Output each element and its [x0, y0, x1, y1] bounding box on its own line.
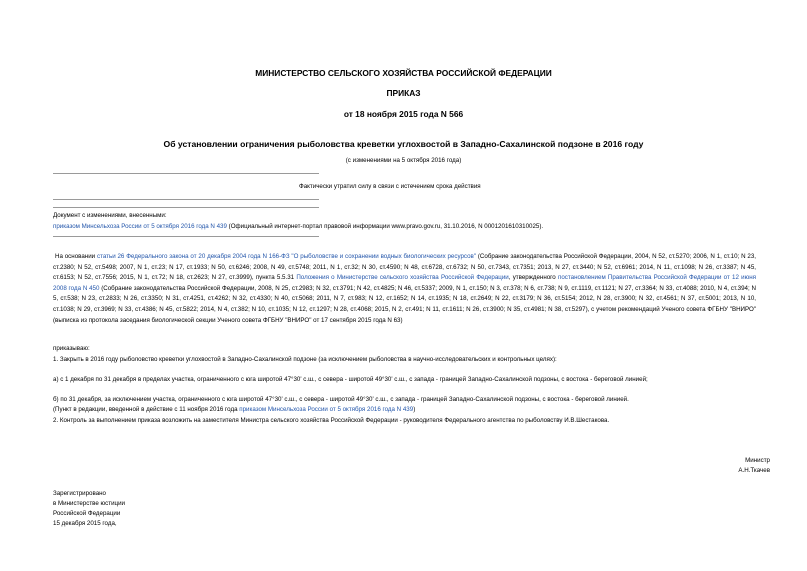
- regulation-link[interactable]: Положения о Министерстве сельского хозяйства Российской Федерации: [296, 274, 509, 282]
- order-item-1: 1. Закрыть в 2016 году рыболовство креветки углохвостой в Западно-Сахалинской подзоне (за исключением рыболовства в научно-исследовательских и контрольных целях):: [53, 356, 557, 363]
- preamble-text: (Собрание законодательства Российской Федерации, 2004, N 52, ст.5270; 2006, N 1, ст.10; N 23, ст.2380; N 52, ст.5498; 2007, N 1, ст.23; N 17, ст.1933; N 50, ст.6246; 2008, N 49, ст.5748; 2011, N 1, ст.32; N 30, ст.4590; N 48, ст.6728, ст.6732; N 50, ст.7343, ст.7351; 2013, N 27, ст.3440; N 52, ст.6961; 2014, N 11, ст.1098; N 26, ст.3387; N 45, ст.6153; N 52, ст.7556; 2015, N 1, ст.72; N 18, ст.2623; N 27, ст.3999), пункта 5.5.31: [53, 253, 756, 282]
- note-text: ): [413, 406, 416, 413]
- divider: [53, 173, 319, 174]
- amendments-intro: Документ с изменениями, внесенными:: [53, 212, 167, 219]
- order-verb: приказываю:: [53, 345, 90, 352]
- order-item-1b-note: [53, 406, 415, 413]
- signature-position: Министр: [745, 457, 770, 464]
- registration-line: 15 декабря 2015 года,: [53, 520, 117, 527]
- law-link[interactable]: статьи 26 Федерального закона от 20 декабря 2004 года N 166-ФЗ "О рыболовстве и сохранении водных биологических ресурсов": [96, 253, 477, 260]
- registration-line: в Министерстве юстиции: [53, 500, 126, 507]
- amendment-link[interactable]: приказом Минсельхоза России от 5 октября 2016 года N 439: [53, 223, 227, 230]
- preamble-paragraph: [53, 252, 756, 326]
- divider: [53, 236, 319, 237]
- preamble-text: На основании: [55, 253, 97, 260]
- changes-note: (с изменениями на 5 октября 2016 года): [345, 157, 462, 164]
- amendment-source: (Официальный интернет-портал правовой информации www.pravo.gov.ru, 31.10.2016, N 0001201610310025).: [226, 223, 544, 230]
- order-item-1b: б) по 31 декабря, за исключением участка, ограниченного с юга широтой 47°30' с.ш., с севера - широтой 49°30' с.ш., с запада - границей Западно-Сахалинской подзоны, с востока - береговой линией.: [53, 396, 629, 403]
- status-text: Фактически утратил силу в связи с истечением срока действия: [299, 183, 481, 190]
- doc-type-heading: ПРИКАЗ: [386, 88, 421, 98]
- order-item-1a: а) с 1 декабря по 31 декабря в пределах участка, ограниченного с юга широтой 47°30' с.ш., с севера - широтой 49°30' с.ш., с запада - границей Западно-Сахалинской подзоны, с востока - береговой линией;: [53, 376, 648, 383]
- amendments-source-line: [53, 223, 543, 230]
- divider: [53, 199, 319, 200]
- amendment-note-link[interactable]: приказом Минсельхоза России от 5 октября 2016 года N 439: [239, 406, 414, 413]
- divider: [53, 207, 319, 208]
- decree-link[interactable]: постановлением Правительства Российской Федерации от 12 июня 2008 года N 450: [53, 274, 756, 292]
- registration-line: Зарегистрировано: [53, 490, 106, 497]
- preamble-text: (Собрание законодательства Российской Федерации, 2008, N 25, ст.2983; N 32, ст.3791; N 42, ст.4825; N 46, ст.5337; 2009, N 1, ст.150; N 3, ст.378; N 6, ст.738; N 9, ст.1119, ст.1121; N 27, ст.3364; N 33, ст.4088; 2010, N 4, ст.394; N 5, ст.538; N 23, ст.2833; N 26, ст.3350; N 31, ст.4251, ст.4262; N 32, ст.4330; N 40, ст.5068; 2011, N 7, ст.983; N 12, ст.1652; N 14, ст.1935; N 18, ст.2649; N 22, ст.3179; N 36, ст.5154; 2012, N 28, ст.3900; N 32, ст.4561; N 37, ст.5001; 2013, N 10, ст.1038; N 29, ст.3969; N 33, ст.4386; N 45, ст.5822; 2014, N 4, ст.382; N 10, ст.1035; N 12, ст.1297; N 28, ст.4068; 2015, N 2, ст.491; N 11, ст.1611; N 26, ст.3900; N 35, ст.4981; N 38, ст.5297), с учетом рекомендаций Ученого совета ФГБНУ "ВНИРО" (выписка из протокола заседания биологической секции Ученого совета ФГБНУ "ВНИРО" от 17 сентября 2015 года N 63): [53, 284, 756, 324]
- note-text: (Пункт в редакции, введенной в действие с 11 ноября 2016 года: [53, 406, 240, 413]
- date-number-heading: от 18 ноября 2015 года N 566: [343, 109, 464, 119]
- registration-line: Российской Федерации: [53, 510, 121, 517]
- order-item-2: 2. Контроль за выполнением приказа возложить на заместителя Министра сельского хозяйства Российской Федерации - руководителя Федерального агентства по рыболовству И.В.Шестакова.: [53, 417, 610, 424]
- ministry-heading: МИНИСТЕРСТВО СЕЛЬСКОГО ХОЗЯЙСТВА РОССИЙСКОЙ ФЕДЕРАЦИИ: [255, 68, 552, 78]
- document-title: Об установлении ограничения рыболовства креветки углохвостой в Западно-Сахалинской подзоне в 2016 году: [163, 139, 644, 149]
- preamble-text: , утвержденного: [508, 274, 558, 282]
- signature-name: А.Н.Ткачев: [738, 467, 770, 474]
